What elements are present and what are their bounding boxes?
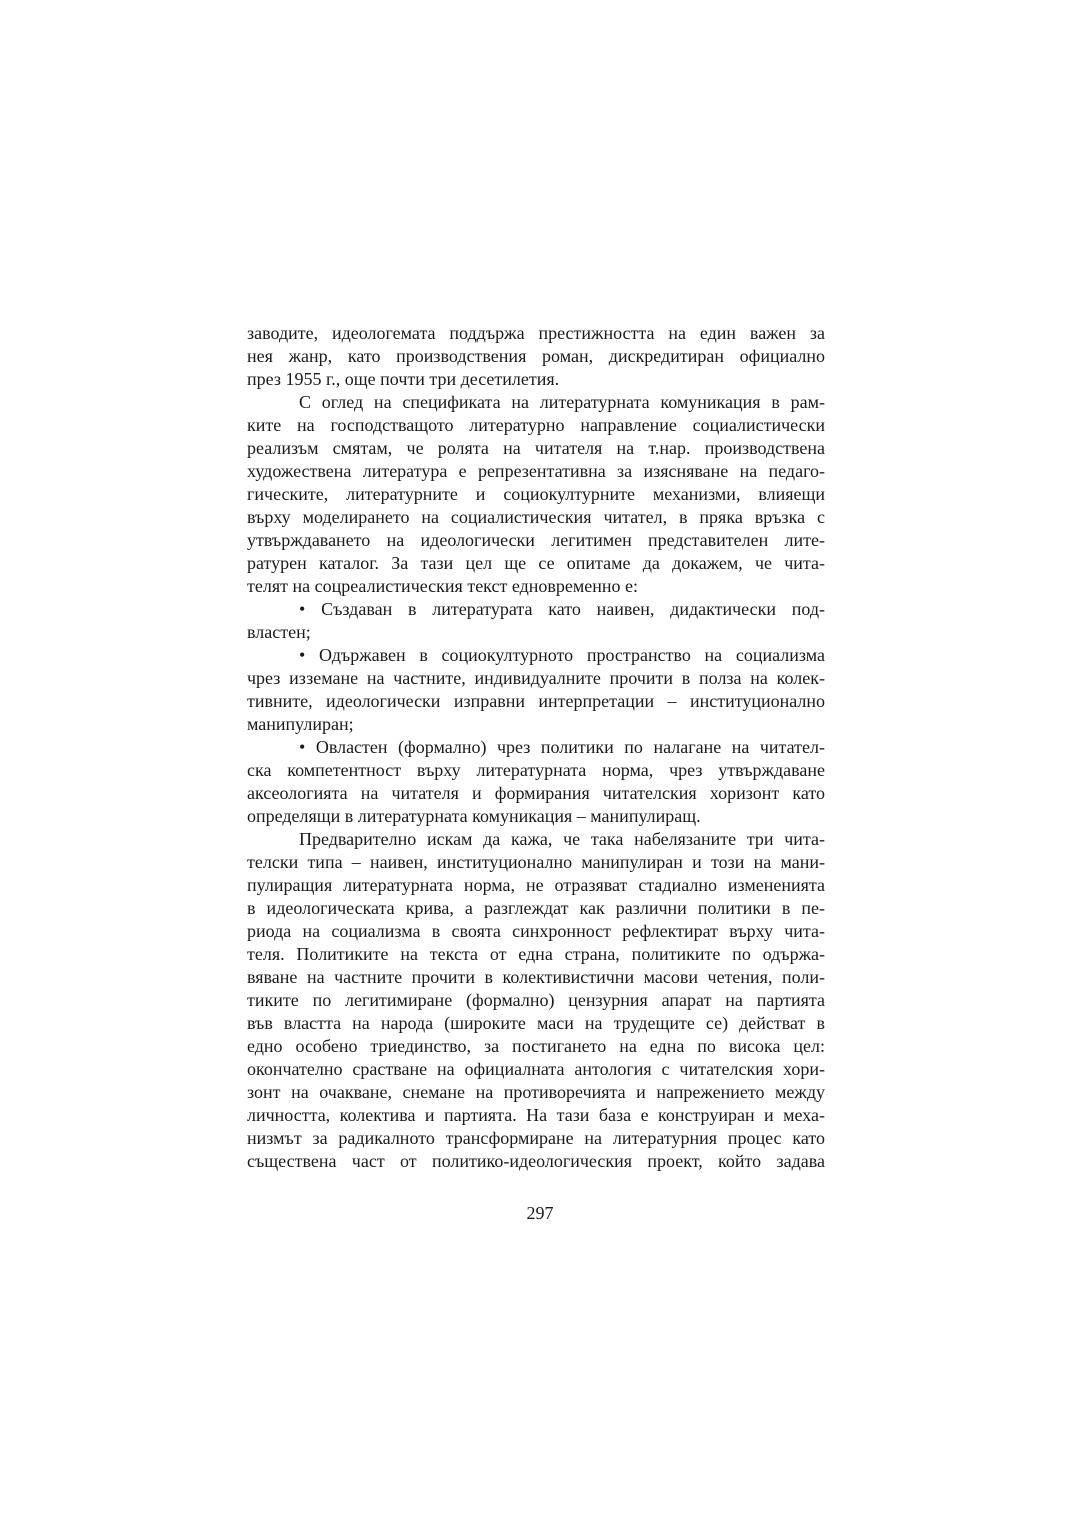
page-number: 297: [526, 1203, 554, 1223]
text-line: властен;: [247, 622, 311, 642]
text-line: съществена част от политико-идеологическия проект, който задава: [247, 1151, 825, 1171]
text-line: пулиращия литературната норма, не отразяват стадиално измененията: [247, 875, 825, 895]
text-line: тивните, идеологически изправни интерпретации – институционално: [247, 691, 825, 711]
text-line: нея жанр, като производствения роман, дискредитиран официално: [247, 346, 825, 366]
text-line: в идеологическата крива, а разглеждат как различни политики в пе-: [247, 898, 825, 918]
text-line: окончателно срастване на официалната антология с читателския хори-: [247, 1059, 825, 1079]
body-text: [247, 322, 825, 1173]
text-line: заводите, идеологемата поддържа престижността на един важен за: [247, 323, 825, 343]
text-line: тиките по легитимиране (формално) цензурния апарат на партията: [247, 990, 825, 1010]
text-line: вяване на частните прочити в колективистични масови четения, поли-: [247, 967, 825, 987]
text-line: гическите, литературните и социокултурните механизми, влияещи: [247, 484, 825, 504]
text-line: • Овластен (формално) чрез политики по налагане на читател-: [299, 737, 825, 757]
text-line: реализъм смятам, че ролята на читателя на т.нар. производствена: [247, 438, 825, 458]
text-line: личността, колектива и партията. На тази база е конструиран и меха-: [247, 1105, 825, 1125]
text-line: ска компетентност върху литературната норма, чрез утвърждаване: [247, 760, 825, 780]
text-line: манипулиран;: [247, 714, 354, 734]
text-line: телят на соцреалистическия текст едновременно е:: [247, 576, 638, 596]
text-line: аксеологията на читателя и формирания читателския хоризонт като: [247, 783, 825, 803]
text-line: Предварително искам да кажа, че така набелязаните три чита-: [299, 829, 825, 849]
text-line: през 1955 г., още почти три десетилетия.: [247, 369, 560, 389]
text-line: телски типа – наивен, институционално манипулиран и този на мани-: [247, 852, 825, 872]
text-line: низмът за радикалното трансформиране на литературния процес като: [247, 1128, 825, 1148]
text-line: ратурен каталог. За тази цел ще се опитаме да докажем, че чита-: [247, 553, 825, 573]
text-line: С оглед на спецификата на литературната комуникация в рам-: [299, 392, 825, 412]
text-line: едно особено триединство, за постигането на една по висока цел:: [247, 1036, 825, 1056]
text-line: зонт на очакване, снемане на противоречията и напрежението между: [247, 1082, 825, 1102]
text-line: • Одържавен в социокултурното пространство на социализма: [299, 645, 825, 665]
text-line: ките на господстващото литературно направление социалистически: [247, 415, 825, 435]
text-line: във властта на народа (широките маси на трудещите се) действат в: [247, 1013, 825, 1033]
text-line: теля. Политиките на текста от една страна, политиките по одържа-: [247, 944, 825, 964]
text-line: художествена литература е репрезентативна за изясняване на педаго-: [247, 461, 825, 481]
text-line: върху моделирането на социалистическия читател, в пряка връзка с: [247, 507, 825, 527]
text-line: чрез изземане на частните, индивидуалните прочити в полза на колек-: [247, 668, 825, 688]
text-line: риода на социализма в своята синхронност рефлектират върху чита-: [247, 921, 825, 941]
text-line: утвърждаването на идеологически легитимен представителен лите-: [247, 530, 825, 550]
text-line: определящи в литературната комуникация – манипулиращ.: [247, 806, 701, 826]
text-line: • Създаван в литературата като наивен, дидактически под-: [299, 599, 825, 619]
